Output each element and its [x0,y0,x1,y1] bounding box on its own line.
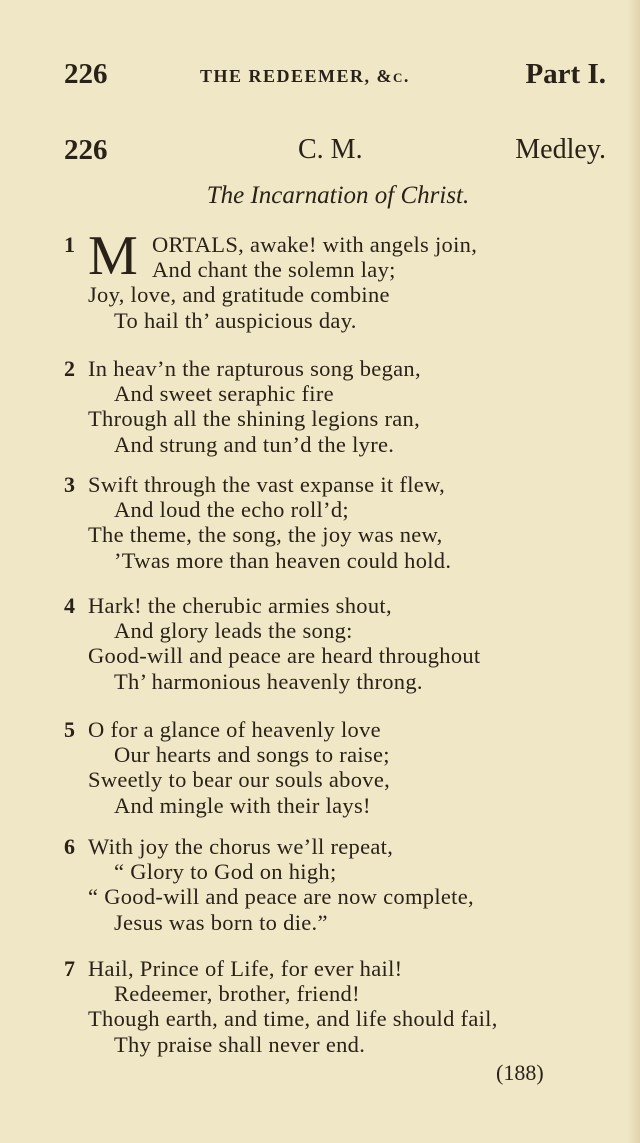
hymn-number: 226 [64,134,108,166]
verse-line: O for a glance of heavenly love [88,717,381,742]
verse-line: Sweetly to bear our souls above, [88,767,391,792]
page-edge [628,0,640,1143]
hymn-title: The Incarnation of Christ. [206,182,470,209]
hymn-meter: C. M. [298,134,363,165]
verse-line: And loud the echo roll’d; [114,497,349,522]
verse-line: Joy, love, and gratitude combine [88,282,390,307]
verse-line: ORTALS, awake! with angels join, [152,232,478,257]
verse-line: “ Glory to God on high; [114,859,337,884]
stanza-number: 6 [64,834,75,859]
verse-line: Jesus was born to die.” [114,910,328,935]
verse-line: And glory leads the song: [114,618,353,643]
stanza-number: 4 [64,593,75,618]
drop-cap: M [88,225,138,287]
part-label: Part I. [525,58,606,90]
verse-line: Hail, Prince of Life, for ever hail! [88,956,403,981]
hymn-heading [64,134,606,168]
verse-line: “ Good-will and peace are now complete, [88,884,474,909]
verse-line: And chant the solemn lay; [152,257,396,282]
verse-line: To hail th’ auspicious day. [114,308,357,333]
verse-line: Good-will and peace are heard throughout [88,643,481,668]
verse-line: ’Twas more than heaven could hold. [114,548,452,573]
verse-line: And mingle with their lays! [114,793,371,818]
stanza-number: 1 [64,232,75,257]
verse-line: Swift through the vast expanse it flew, [88,472,446,497]
stanza-number: 2 [64,356,75,381]
verse-line: With joy the chorus we’ll repeat, [88,834,394,859]
verse-line: And sweet seraphic fire [114,381,334,406]
verse-line: Our hearts and songs to raise; [114,742,390,767]
stanza-number: 5 [64,717,75,742]
verse-line: Th’ harmonious heavenly throng. [114,669,423,694]
verse-line: And strung and tun’d the lyre. [114,432,395,457]
stanza-number: 7 [64,956,75,981]
verse-line: Redeemer, brother, friend! [114,981,360,1006]
stanza-number: 3 [64,472,75,497]
verse-line: Hark! the cherubic armies shout, [88,593,392,618]
verse-line: Through all the shining legions ran, [88,406,420,431]
running-title: THE REDEEMER, &c. [200,66,410,86]
hymn-tune: Medley. [515,134,606,165]
running-header [64,58,606,94]
verse-line: In heav’n the rapturous song began, [88,356,421,381]
verse-line: Thy praise shall never end. [114,1032,366,1057]
page-number: 226 [64,58,108,90]
verse-line: The theme, the song, the joy was new, [88,522,443,547]
folio-signature: (188) [496,1060,544,1085]
verse-line: Though earth, and time, and life should fail, [88,1006,498,1031]
